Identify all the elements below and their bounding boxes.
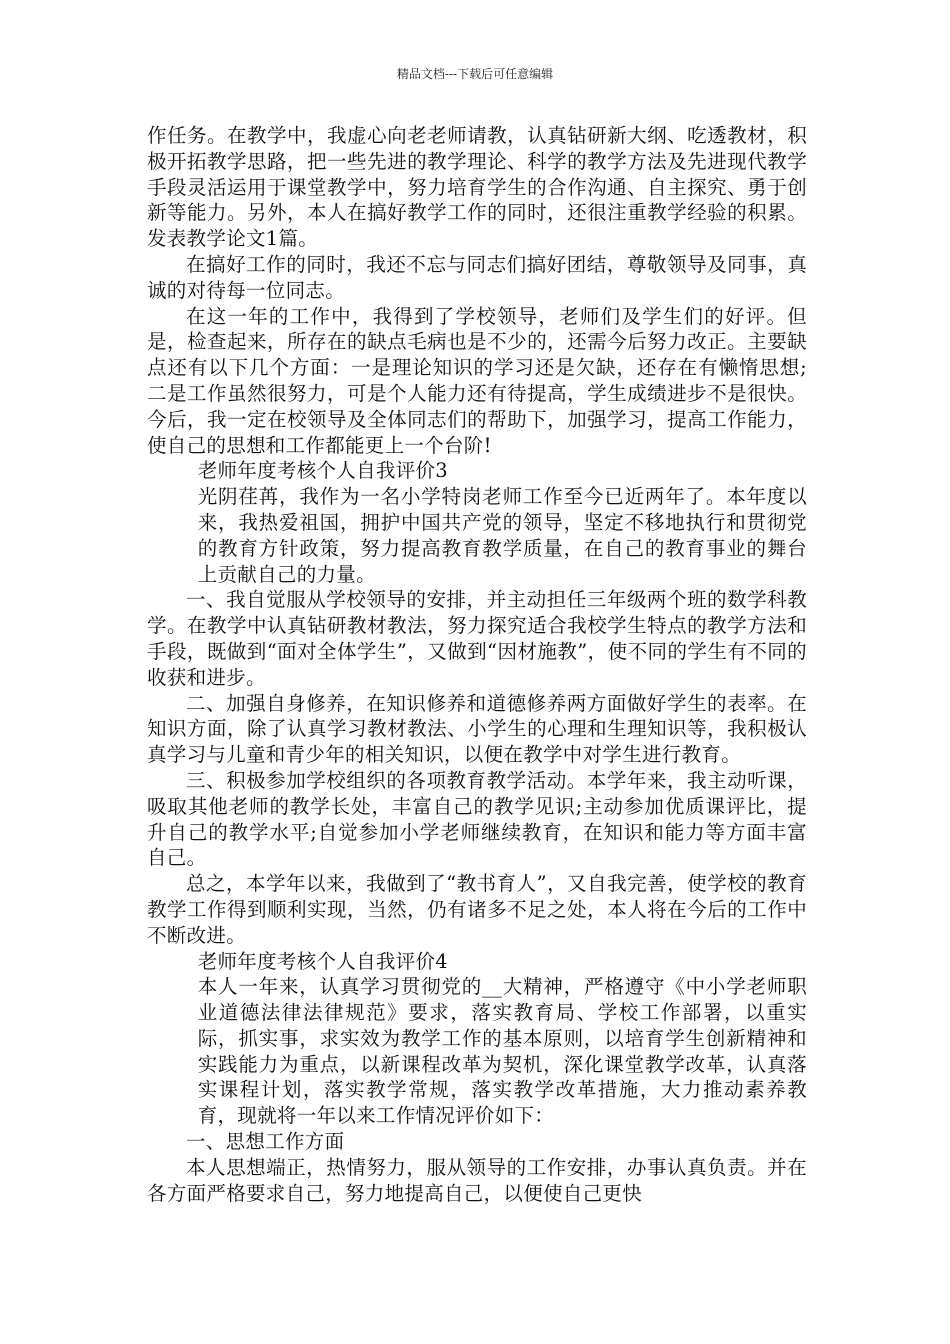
- paragraph: 总之，本学年以来，我做到了“教书育人”，又自我完善，使学校的教育教学工作得到顺利实现，当然，仍有诸多不足之处，本人将在今后的工作中不断改进。: [147, 872, 807, 947]
- paragraph: 本人思想端正，热情努力，服从领导的工作安排，办事认真负责。并在各方面严格要求自己，努力地提高自己，以便使自己更快: [147, 1155, 807, 1205]
- paragraph: 一、我自觉服从学校领导的安排，并主动担任三年级两个班的数学科教学。在教学中认真钻研教材教法，努力探究适合我校学生特点的教学方法和手段，既做到“面对全体学生”，又做到“因材施教”，使不同的学生有不同的收获和进步。: [147, 588, 807, 689]
- section-heading: 老师年度考核个人自我评价3: [197, 459, 448, 483]
- paragraph: 在这一年的工作中，我得到了学校领导，老师们及学生们的好评。但是，检查起来，所存在的缺点毛病也是不少的，还需今后努力改正。主要缺点还有以下几个方面：一是理论知识的学习还是欠缺，还存在有懒惰思想;二是工作虽然很努力，可是个人能力还有待提高，学生成绩进步不是很快。今后，我一定在校领导及全体同志们的帮助下，加强学习，提高工作能力，使自己的思想和工作都能更上一个台阶!: [147, 304, 807, 457]
- paragraph: 二、加强自身修养，在知识修养和道德修养两方面做好学生的表率。在知识方面，除了认真学习教材教法、小学生的心理和生理知识等，我积极认真学习与儿童和青少年的相关知识，以便在教学中对学生进行教育。: [147, 691, 807, 767]
- paragraph: 光阴荏苒，我作为一名小学特岗老师工作至今已近两年了。本年度以来，我热爱祖国，拥护中国共产党的领导，坚定不移地执行和贯彻党的教育方针政策，努力提高教育教学质量，在自己的教育事业的舞台上贡献自己的力量。: [197, 485, 807, 586]
- page-header: 精品文档---下载后可任意编辑: [396, 67, 554, 81]
- paragraph: 在搞好工作的同时，我还不忘与同志们搞好团结，尊敬领导及同事，真诚的对待每一位同志。: [147, 252, 807, 302]
- document-body: [147, 123, 807, 1206]
- paragraph: 作任务。在教学中，我虚心向老老师请教，认真钻研新大纲、吃透教材，积极开拓教学思路，把一些先进的教学理论、科学的教学方法及先进现代教学手段灵活运用于课堂教学中，努力培育学生的合作沟通、自主探究、勇于创新等能力。另外，本人在搞好教学工作的同时，还很注重教学经验的积累。发表教学论文1篇。: [147, 124, 807, 251]
- sub-heading: 一、思想工作方面: [186, 1130, 345, 1154]
- paragraph: 本人一年来，认真学习贯彻党的__大精神，严格遵守《中小学老师职业道德法律法律规范》要求，落实教育局、学校工作部署，以重实际，抓实事，求实效为教学工作的基本原则，以培育学生创新精神和实践能力为重点，以新课程改革为契机，深化课堂教学改革，认真落实课程计划，落实教学常规，落实教学改革措施，大力推动素养教育，现就将一年以来工作情况评价如下：: [197, 975, 807, 1128]
- section-heading: 老师年度考核个人自我评价4: [197, 949, 448, 973]
- paragraph: 三、积极参加学校组织的各项教育教学活动。本学年来，我主动听课，吸取其他老师的教学长处，丰富自己的教学见识;主动参加优质课评比，提升自己的教学水平;自觉参加小学老师继续教育，在知识和能力等方面丰富自己。: [147, 768, 807, 870]
